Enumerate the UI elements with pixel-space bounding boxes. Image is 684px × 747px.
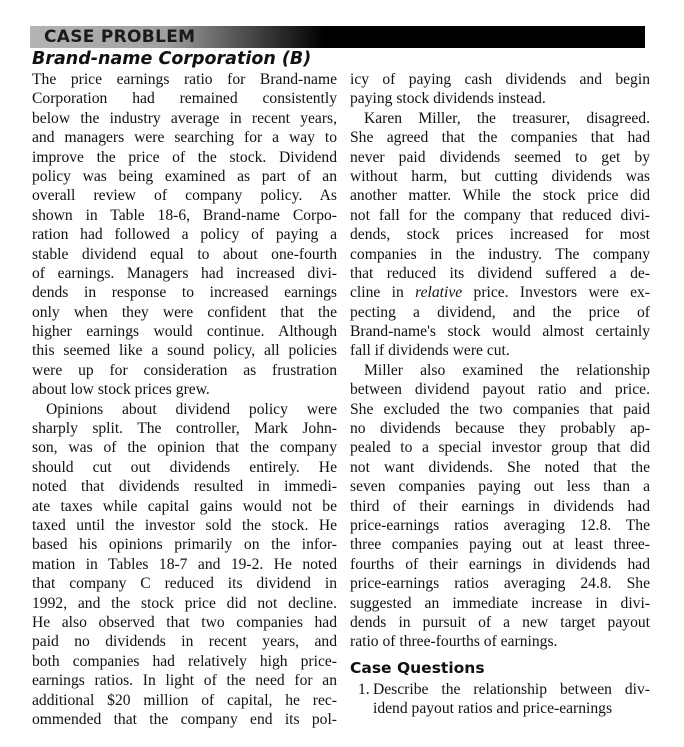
paragraph: [32, 400, 337, 730]
text-line: price-earnings ratios averaging 12.8. The: [350, 516, 650, 534]
text-line: both companies had relatively high price-: [32, 652, 337, 670]
text-line: no dividends because they probably ap-: [350, 420, 650, 438]
text-line: paying stock dividends instead.: [350, 90, 546, 108]
text-line: pealed to a special investor group that did: [350, 439, 650, 457]
paragraph: [350, 70, 650, 109]
paragraph: [350, 109, 650, 361]
text-line: The price earnings ratio for Brand-name: [32, 71, 337, 88]
right-column: [350, 70, 650, 652]
text-line: icy of paying cash dividends and begin: [350, 71, 650, 88]
text-line: mation in Tables 18-7 and 19-2. He noted: [32, 555, 337, 573]
text-line: should cut out dividends entirely. He: [32, 458, 337, 476]
text-line: based his opinions primarily on the infor-: [32, 536, 337, 554]
text-line: earnings ratios. In light of the need for an: [32, 672, 337, 690]
text-line: [350, 283, 650, 302]
case-problem-banner: [30, 26, 645, 48]
question-line: idend payout ratios and price-earnings: [373, 700, 613, 718]
paragraph: [350, 361, 650, 652]
text-line: paid no dividends in recent years, and: [32, 633, 337, 651]
text-line: ate taxes while capital gains would not be: [32, 497, 337, 515]
banner-label: CASE PROBLEM: [44, 27, 196, 47]
text-line: Miller also examined the relationship: [364, 361, 650, 379]
text-line: not fall for the company that reduced divi-: [350, 206, 650, 224]
text-line: She agreed that the companies that had: [350, 129, 650, 147]
text-line: pecting a dividend, and the price of: [350, 303, 650, 321]
text-line: Opinions about dividend policy were: [46, 400, 337, 418]
text-line: suggested an immediate increase in divi-: [350, 594, 650, 612]
text-line: Corporation had remained consistently: [32, 90, 337, 108]
text-line: not want dividends. She noted that the: [350, 458, 650, 476]
text-line: dends in pursuit of a new target payout: [350, 613, 650, 631]
text-line: fourths of their earnings in dividends had: [350, 555, 650, 573]
text-line: price-earnings ratios averaging 24.8. She: [350, 575, 650, 593]
text-line: additional $20 million of capital, he rec-: [32, 691, 337, 709]
text-segment: cline in: [350, 284, 416, 302]
question-number: 1.: [358, 681, 370, 698]
text-line: that company C reduced its dividend in: [32, 575, 337, 593]
text-line: overall review of company policy. As: [32, 187, 337, 205]
text-line: ommended that the company end its pol-: [32, 710, 337, 728]
text-line: companies in the industry. The company: [350, 245, 650, 263]
text-line: between dividend payout ratio and price.: [350, 381, 650, 399]
text-line: only when they were confident that the: [32, 303, 337, 321]
paragraph: [32, 70, 337, 400]
text-line: and managers were searching for a way to: [32, 129, 337, 147]
text-line: fall if dividends were cut.: [350, 342, 510, 360]
text-line: another matter. While the stock price did: [350, 187, 650, 205]
text-line: seven companies paying out less than a: [350, 478, 650, 496]
case-title: Brand-name Corporation (B): [32, 49, 312, 69]
text-line: about low stock prices grew.: [32, 381, 210, 399]
text-line: higher earnings would continue. Although: [32, 323, 337, 341]
text-line: son, was of the opinion that the company: [32, 439, 337, 457]
text-line: without harm, but cutting dividends was: [350, 167, 650, 185]
text-line: taxed until the investor sold the stock. He: [32, 516, 337, 534]
text-line: below the industry average in recent years,: [32, 109, 337, 127]
text-line: She excluded the two companies that paid: [350, 400, 650, 418]
question-line: Describe the relationship between div-: [373, 681, 650, 698]
question-text: [373, 680, 650, 719]
left-column: [32, 70, 337, 729]
text-line: Brand-name's stock would almost certainly: [350, 323, 650, 341]
text-line: dends in response to increased earnings: [32, 284, 337, 302]
text-line: this seemed like a sound policy, all policies: [32, 342, 337, 360]
text-line: third of their earnings in dividends had: [350, 497, 650, 515]
text-line: improve the price of the stock. Dividend: [32, 148, 337, 166]
text-line: never paid dividends seemed to get by: [350, 148, 650, 166]
text-segment: price. Investors were ex-: [462, 284, 650, 302]
text-line: three companies paying out at least three-: [350, 536, 650, 554]
text-line: stable dividend equal to about one-fourth: [32, 245, 337, 263]
italic-text: relative: [415, 284, 463, 302]
text-line: sharply split. The controller, Mark John-: [32, 420, 337, 438]
text-line: noted that dividends resulted in immedi-: [32, 478, 337, 496]
text-line: shown in Table 18-6, Brand-name Corpo-: [32, 206, 337, 224]
text-line: ratio of three-fourths of earnings.: [350, 633, 558, 651]
text-line: were up for consideration as frustration: [32, 361, 337, 379]
text-line: that reduced its dividend suffered a de-: [350, 264, 650, 282]
text-line: Karen Miller, the treasurer, disagreed.: [364, 109, 650, 127]
text-line: dends, stock prices increased for most: [350, 226, 650, 244]
text-line: He also observed that two companies had: [32, 613, 337, 631]
text-line: ration had followed a policy of paying a: [32, 226, 337, 244]
text-line: 1992, and the stock price did not decline.: [32, 594, 337, 612]
text-line: policy was being examined as part of an: [32, 167, 337, 185]
case-questions-heading: Case Questions: [350, 659, 485, 677]
text-line: of earnings. Managers had increased divi-: [32, 264, 337, 282]
